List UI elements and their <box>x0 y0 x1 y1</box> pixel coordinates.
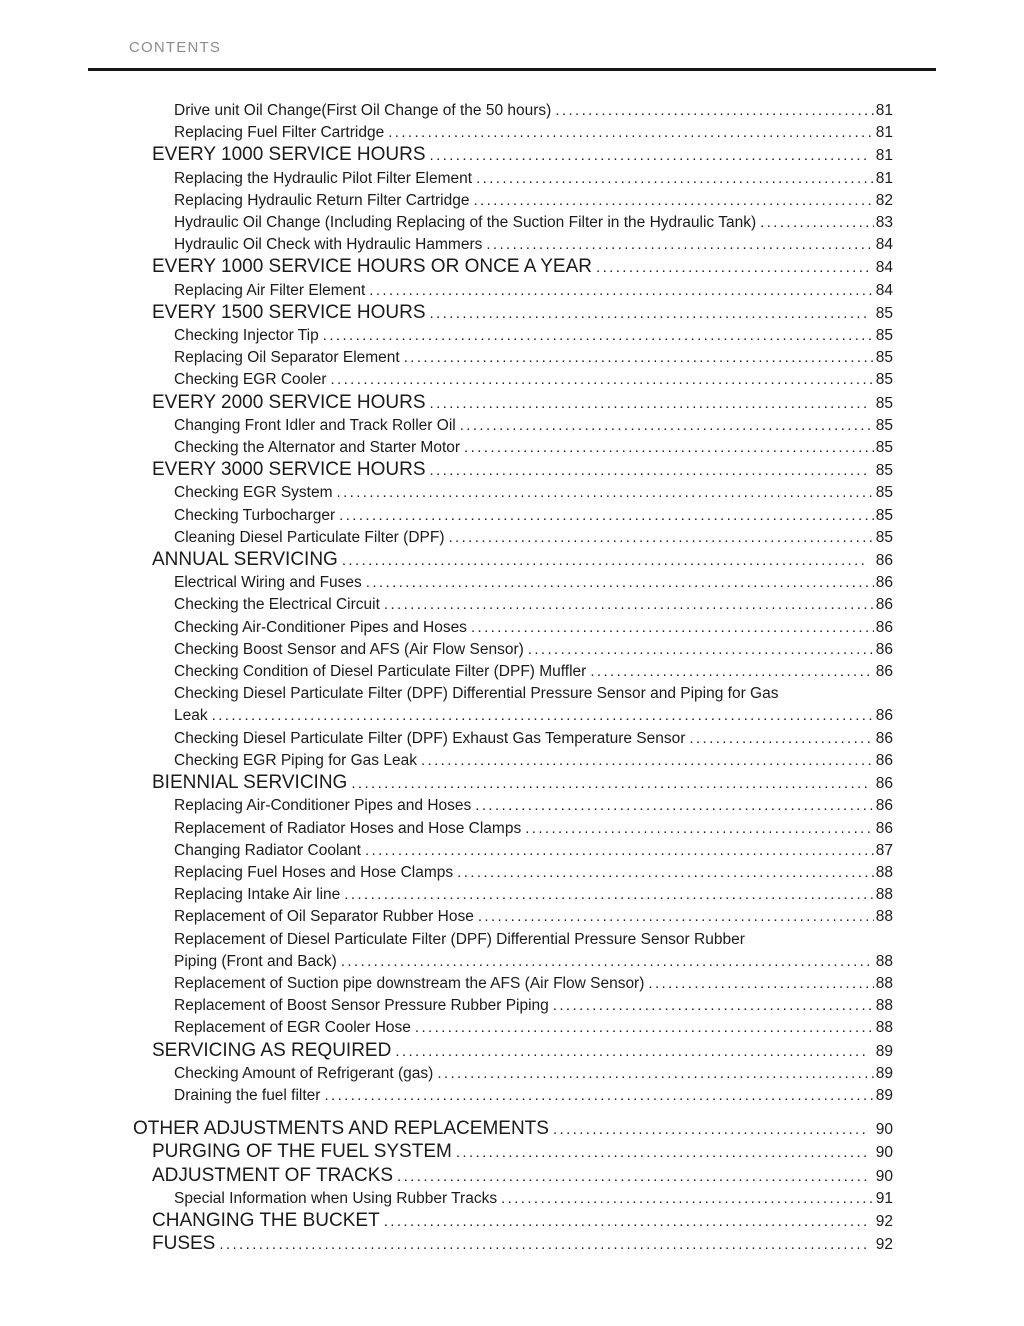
toc-dot-leader <box>590 661 873 683</box>
toc-dot-leader <box>525 818 874 840</box>
toc-page-number: 85 <box>875 439 893 457</box>
toc-dot-leader <box>437 1063 873 1085</box>
toc-entry-title: Checking Diesel Particulate Filter (DPF) Differential Pressure Sensor and Piping for Gas <box>174 685 779 703</box>
toc-page-number: 92 <box>875 1236 893 1254</box>
toc-row <box>133 459 893 482</box>
toc-page-number: 88 <box>875 886 893 904</box>
toc-dot-leader <box>384 594 874 616</box>
toc-row <box>133 1085 893 1107</box>
toc-row <box>133 369 893 391</box>
toc-page-number: 85 <box>875 371 893 389</box>
toc-entry-title: Checking Condition of Diesel Particulate Filter (DPF) Muffler <box>174 663 587 681</box>
header-rule <box>88 68 936 71</box>
toc-entry-title: Replacement of Oil Separator Rubber Hose <box>174 908 474 926</box>
toc-page-number: 81 <box>875 169 893 187</box>
toc-page-number: 85 <box>875 528 893 546</box>
toc-dot-leader <box>476 168 874 190</box>
toc-entry-title: ANNUAL SERVICING <box>152 549 338 571</box>
toc-row <box>133 1165 893 1188</box>
toc-entry-title: Piping (Front and Back) <box>174 952 337 970</box>
toc-entry-title: FUSES <box>152 1233 216 1255</box>
toc-entry-title: Checking Diesel Particulate Filter (DPF) Exhaust Gas Temperature Sensor <box>174 729 686 747</box>
toc-entry-title: Cleaning Diesel Particulate Filter (DPF) <box>174 528 445 546</box>
toc-row <box>133 617 893 639</box>
toc-dot-leader <box>339 505 874 527</box>
toc-entry-title: Replacing Fuel Hoses and Hose Clamps <box>174 863 454 881</box>
toc-row <box>133 795 893 817</box>
toc-entry-title: Replacement of Suction pipe downstream the AFS (Air Flow Sensor) <box>174 974 645 992</box>
toc-page-number: 81 <box>875 147 893 165</box>
toc-entry-title: OTHER ADJUSTMENTS AND REPLACEMENTS <box>133 1118 549 1140</box>
toc-row <box>133 705 893 727</box>
toc-row <box>133 302 893 325</box>
toc-entry-title: Special Information when Using Rubber Tracks <box>174 1189 498 1207</box>
toc-page-number: 86 <box>875 574 893 592</box>
toc-entry-title: EVERY 3000 SERVICE HOURS <box>152 459 426 481</box>
toc-dot-leader <box>219 1234 867 1256</box>
toc-row <box>133 505 893 527</box>
toc-entry-title: Electrical Wiring and Fuses <box>174 574 362 592</box>
toc-row <box>133 212 893 234</box>
toc-dot-leader <box>351 773 867 795</box>
toc-row <box>133 415 893 437</box>
toc-entry-title: Hydraulic Oil Change (Including Replacing of the Suction Filter in the Hydraulic Tank) <box>174 214 757 232</box>
toc-entry-title: Checking Turbocharger <box>174 506 336 524</box>
toc-entry-title: Replacing Oil Separator Element <box>174 349 400 367</box>
toc-entry-title: Replacing Intake Air line <box>174 886 341 904</box>
toc-dot-leader <box>430 460 868 482</box>
toc-page-number: 90 <box>875 1121 893 1139</box>
toc-entry-title: EVERY 1000 SERVICE HOURS <box>152 144 426 166</box>
toc-dot-leader <box>596 257 868 279</box>
toc-page-number: 85 <box>875 349 893 367</box>
toc-row <box>133 906 893 928</box>
toc-dot-leader <box>344 884 873 906</box>
toc-dot-leader <box>365 840 874 862</box>
toc-entry-title: Checking EGR System <box>174 484 333 502</box>
toc-dot-leader <box>323 325 874 347</box>
toc-dot-leader <box>689 728 873 750</box>
toc-dot-leader <box>342 550 868 572</box>
toc-entry-title: Replacement of Diesel Particulate Filter (DPF) Differential Pressure Sensor Rubber <box>174 930 745 948</box>
toc-dot-leader <box>324 1085 873 1107</box>
toc-page-number: 85 <box>875 327 893 345</box>
toc-page-number: 86 <box>875 552 893 570</box>
toc-page-number: 89 <box>875 1064 893 1082</box>
toc-row <box>133 572 893 594</box>
toc-entry-title: Hydraulic Oil Check with Hydraulic Hammers <box>174 236 483 254</box>
toc-dot-leader <box>369 280 874 302</box>
toc-page-number: 88 <box>875 952 893 970</box>
toc-dot-leader <box>330 369 873 391</box>
toc-entry-title: Replacement of Radiator Hoses and Hose Clamps <box>174 819 522 837</box>
toc-row <box>133 549 893 572</box>
toc-row <box>133 683 893 705</box>
toc-row <box>133 527 893 549</box>
toc-page-number: 86 <box>875 596 893 614</box>
toc-dot-leader <box>384 1211 868 1233</box>
toc-entry-title: Checking Boost Sensor and AFS (Air Flow Sensor) <box>174 640 524 658</box>
toc-dot-leader <box>471 617 874 639</box>
toc-row <box>133 973 893 995</box>
toc-row <box>133 234 893 256</box>
toc-row <box>133 325 893 347</box>
toc-entry-title: Changing Radiator Coolant <box>174 841 361 859</box>
toc-row <box>133 168 893 190</box>
toc-dot-leader <box>475 795 874 817</box>
toc-row <box>133 437 893 459</box>
toc-row <box>133 772 893 795</box>
toc-row <box>133 280 893 302</box>
toc-dot-leader <box>648 973 873 995</box>
toc-dot-leader <box>486 234 873 256</box>
toc-dot-leader <box>528 639 874 661</box>
toc-dot-leader <box>421 750 874 772</box>
toc-dot-leader <box>457 862 874 884</box>
toc-row <box>133 1233 893 1256</box>
toc-page-number: 89 <box>875 1086 893 1104</box>
toc-page-number: 87 <box>875 841 893 859</box>
toc-list <box>133 100 893 1256</box>
toc-page-number: 86 <box>875 640 893 658</box>
toc-page-number: 91 <box>875 1189 893 1207</box>
toc-row <box>133 1118 893 1141</box>
toc-page-number: 85 <box>875 484 893 502</box>
toc-entry-title: EVERY 2000 SERVICE HOURS <box>152 391 426 413</box>
toc-entry-title: Checking Air-Conditioner Pipes and Hoses <box>174 618 467 636</box>
toc-page-number: 81 <box>875 102 893 119</box>
toc-row <box>133 884 893 906</box>
toc-entry-title: Replacement of Boost Sensor Pressure Rubber Piping <box>174 997 549 1015</box>
page-header-label: CONTENTS <box>129 39 222 56</box>
toc-entry-title: EVERY 1000 SERVICE HOURS OR ONCE A YEAR <box>152 256 592 278</box>
toc-row <box>133 1210 893 1233</box>
toc-dot-leader <box>337 482 874 504</box>
toc-entry-title: Replacing Air Filter Element <box>174 281 366 299</box>
toc-dot-leader <box>388 122 874 144</box>
toc-page-number: 86 <box>875 775 893 793</box>
toc-page-number: 88 <box>875 974 893 992</box>
toc-entry-title: Replacement of EGR Cooler Hose <box>174 1019 411 1037</box>
toc-row <box>133 862 893 884</box>
toc-entry-title: Changing Front Idler and Track Roller Oil <box>174 416 456 434</box>
toc-entry-title: SERVICING AS REQUIRED <box>152 1039 392 1061</box>
toc-dot-leader <box>404 347 874 369</box>
toc-row <box>133 1040 893 1063</box>
toc-row <box>133 482 893 504</box>
toc-page-number: 88 <box>875 863 893 881</box>
toc-row <box>133 594 893 616</box>
toc-dot-leader <box>456 1142 868 1164</box>
toc-page-number: 88 <box>875 997 893 1015</box>
toc-page-number: 85 <box>875 506 893 524</box>
toc-dot-leader <box>473 190 873 212</box>
toc-entry-title: Checking the Electrical Circuit <box>174 596 380 614</box>
toc-dot-leader <box>430 145 868 167</box>
toc-row <box>133 728 893 750</box>
toc-page-number: 85 <box>875 416 893 434</box>
toc-entry-title: Leak <box>174 707 208 725</box>
toc-page-number: 86 <box>875 729 893 747</box>
toc-row <box>133 929 893 951</box>
toc-page-number: 82 <box>875 191 893 209</box>
toc-row <box>133 661 893 683</box>
toc-row <box>133 256 893 279</box>
toc-dot-leader <box>415 1017 874 1039</box>
toc-entry-title: Checking Injector Tip <box>174 327 319 345</box>
toc-entry-title: Replacing Fuel Filter Cartridge <box>174 124 385 142</box>
toc-row <box>133 750 893 772</box>
toc-entry-title: Checking EGR Piping for Gas Leak <box>174 751 417 769</box>
toc-entry-title: Checking EGR Cooler <box>174 371 327 389</box>
toc-entry-title: EVERY 1500 SERVICE HOURS <box>152 301 426 323</box>
toc-entry-title: Checking Amount of Refrigerant (gas) <box>174 1064 434 1082</box>
toc-row <box>133 951 893 973</box>
toc-page-number: 84 <box>875 281 893 299</box>
toc-row <box>133 392 893 415</box>
toc-entry-title: Draining the fuel filter <box>174 1086 321 1104</box>
toc-page-number: 85 <box>875 304 893 322</box>
toc-dot-leader <box>397 1166 868 1188</box>
toc-page-number: 85 <box>875 462 893 480</box>
toc-row <box>133 1063 893 1085</box>
toc-page-number: 86 <box>875 797 893 815</box>
toc-dot-leader <box>555 100 873 122</box>
toc-dot-leader <box>760 212 874 234</box>
toc-entry-title: Replacing the Hydraulic Pilot Filter Element <box>174 169 473 187</box>
toc-entry-title: CHANGING THE BUCKET <box>152 1209 380 1231</box>
toc-dot-leader <box>460 415 874 437</box>
toc-dot-leader <box>341 951 874 973</box>
toc-page-number: 90 <box>875 1167 893 1185</box>
toc-page-number: 92 <box>875 1212 893 1230</box>
toc-dot-leader <box>553 995 874 1017</box>
toc-dot-leader <box>395 1041 867 1063</box>
toc-dot-leader <box>448 527 873 549</box>
toc-dot-leader <box>501 1188 874 1210</box>
toc-page-number: 88 <box>875 1019 893 1037</box>
toc-page-number: 86 <box>875 663 893 681</box>
toc-entry-title: PURGING OF THE FUEL SYSTEM <box>152 1141 452 1163</box>
toc-dot-leader <box>430 303 868 325</box>
toc-dot-leader <box>478 906 874 928</box>
toc-dot-leader <box>430 393 868 415</box>
toc-dot-leader <box>366 572 874 594</box>
toc-dot-leader <box>212 705 874 727</box>
toc-row <box>133 995 893 1017</box>
toc-row <box>133 347 893 369</box>
toc-page-number: 85 <box>875 394 893 412</box>
toc-row <box>133 122 893 144</box>
toc-dot-leader <box>553 1119 868 1141</box>
toc-entry-title: BIENNIAL SERVICING <box>152 772 348 794</box>
toc-page-number: 81 <box>875 124 893 142</box>
toc-entry-title: Replacing Air-Conditioner Pipes and Hoses <box>174 797 472 815</box>
toc-row <box>133 1188 893 1210</box>
toc-page-number: 90 <box>875 1144 893 1162</box>
toc-entry-title: Checking the Alternator and Starter Motor <box>174 439 461 457</box>
toc-entry-title: Replacing Hydraulic Return Filter Cartridge <box>174 191 470 209</box>
toc-dot-leader <box>464 437 874 459</box>
toc-row <box>133 840 893 862</box>
toc-row <box>133 1141 893 1164</box>
toc-page-number: 84 <box>875 236 893 254</box>
toc-entry-title: Drive unit Oil Change(First Oil Change of the 50 hours) <box>174 102 552 119</box>
toc-page-number: 86 <box>875 751 893 769</box>
toc-entry-title: ADJUSTMENT OF TRACKS <box>152 1164 394 1186</box>
toc-page-number: 83 <box>875 214 893 232</box>
toc-row <box>133 1017 893 1039</box>
toc-page-number: 86 <box>875 707 893 725</box>
toc-row <box>133 818 893 840</box>
toc-page-number: 88 <box>875 908 893 926</box>
toc-row <box>133 144 893 167</box>
toc-page-number: 86 <box>875 618 893 636</box>
toc-page-number: 89 <box>875 1042 893 1060</box>
toc-row <box>133 639 893 661</box>
toc-row <box>133 190 893 212</box>
toc-page-number: 86 <box>875 819 893 837</box>
toc-page-number: 84 <box>875 259 893 277</box>
toc-row <box>133 100 893 122</box>
